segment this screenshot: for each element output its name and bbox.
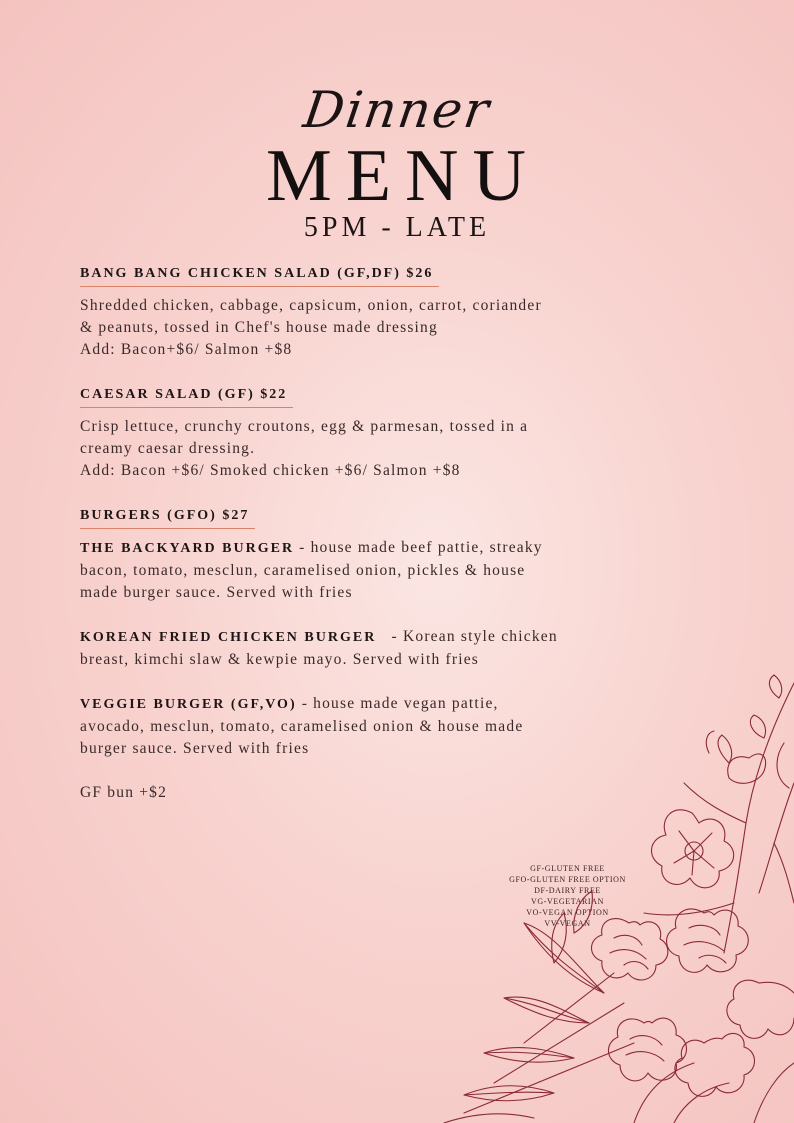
burger-description-line: avocado, mesclun, tomato, caramelised onion & house made	[80, 718, 524, 735]
burger-name: VEGGIE BURGER (GF,VO)	[80, 697, 297, 712]
section-description-line: & peanuts, tossed in Chef's house made dressing	[80, 319, 438, 336]
burger-description: - house made vegan pattie,	[296, 695, 499, 712]
burger-name: THE BACKYARD BURGER	[80, 541, 295, 556]
legend-item: GFO-GLUTEN FREE OPTION	[509, 875, 626, 884]
section-addon-line: Add: Bacon+$6/ Salmon +$8	[80, 341, 293, 358]
menu-section	[80, 262, 600, 361]
legend-item: VO-VEGAN OPTION	[526, 908, 609, 917]
legend-item: VV-VEGAN	[544, 919, 591, 928]
floral-illustration	[374, 663, 794, 1123]
burger-description-line: bacon, tomato, mesclun, caramelised onion, pickles & house	[80, 562, 526, 579]
legend-item: DF-DAIRY FREE	[534, 886, 601, 895]
menu-header	[0, 80, 794, 244]
dinner-script-title: Dinner	[300, 81, 495, 139]
burger-description-line: burger sauce. Served with fries	[80, 740, 310, 757]
section-heading: BANG BANG CHICKEN SALAD (GF,DF) $26	[80, 266, 439, 287]
menu-title: MENU	[266, 135, 540, 217]
legend-item: GF-GLUTEN FREE	[530, 864, 605, 873]
section-description-line: Crisp lettuce, crunchy croutons, egg & parmesan, tossed in a	[80, 418, 529, 435]
section-description-line: creamy caesar dressing.	[80, 440, 256, 457]
section-heading: BURGERS (GFO) $27	[80, 508, 255, 529]
burger-description-line: breast, kimchi slaw & kewpie mayo. Served with fries	[80, 651, 480, 668]
service-hours: 5PM - LATE	[303, 212, 491, 243]
section-description-line: Shredded chicken, cabbage, capsicum, onion, carrot, coriander	[80, 297, 542, 314]
section-heading: CAESAR SALAD (GF) $22	[80, 387, 293, 408]
gf-bun-extra: GF bun +$2	[80, 784, 168, 801]
section-addon-line: Add: Bacon +$6/ Smoked chicken +$6/ Salmon +$8	[80, 462, 461, 479]
burger-item	[80, 537, 600, 604]
burger-first-line	[80, 537, 600, 560]
burger-name: KOREAN FRIED CHICKEN BURGER	[80, 630, 377, 645]
menu-section	[80, 383, 600, 482]
burger-first-line	[80, 626, 600, 649]
burger-description-line: made burger sauce. Served with fries	[80, 584, 353, 601]
burger-description: - house made beef pattie, streaky	[294, 539, 543, 556]
burger-description: - Korean style chicken	[376, 628, 558, 645]
legend-item: VG-VEGETARIAN	[531, 897, 604, 906]
